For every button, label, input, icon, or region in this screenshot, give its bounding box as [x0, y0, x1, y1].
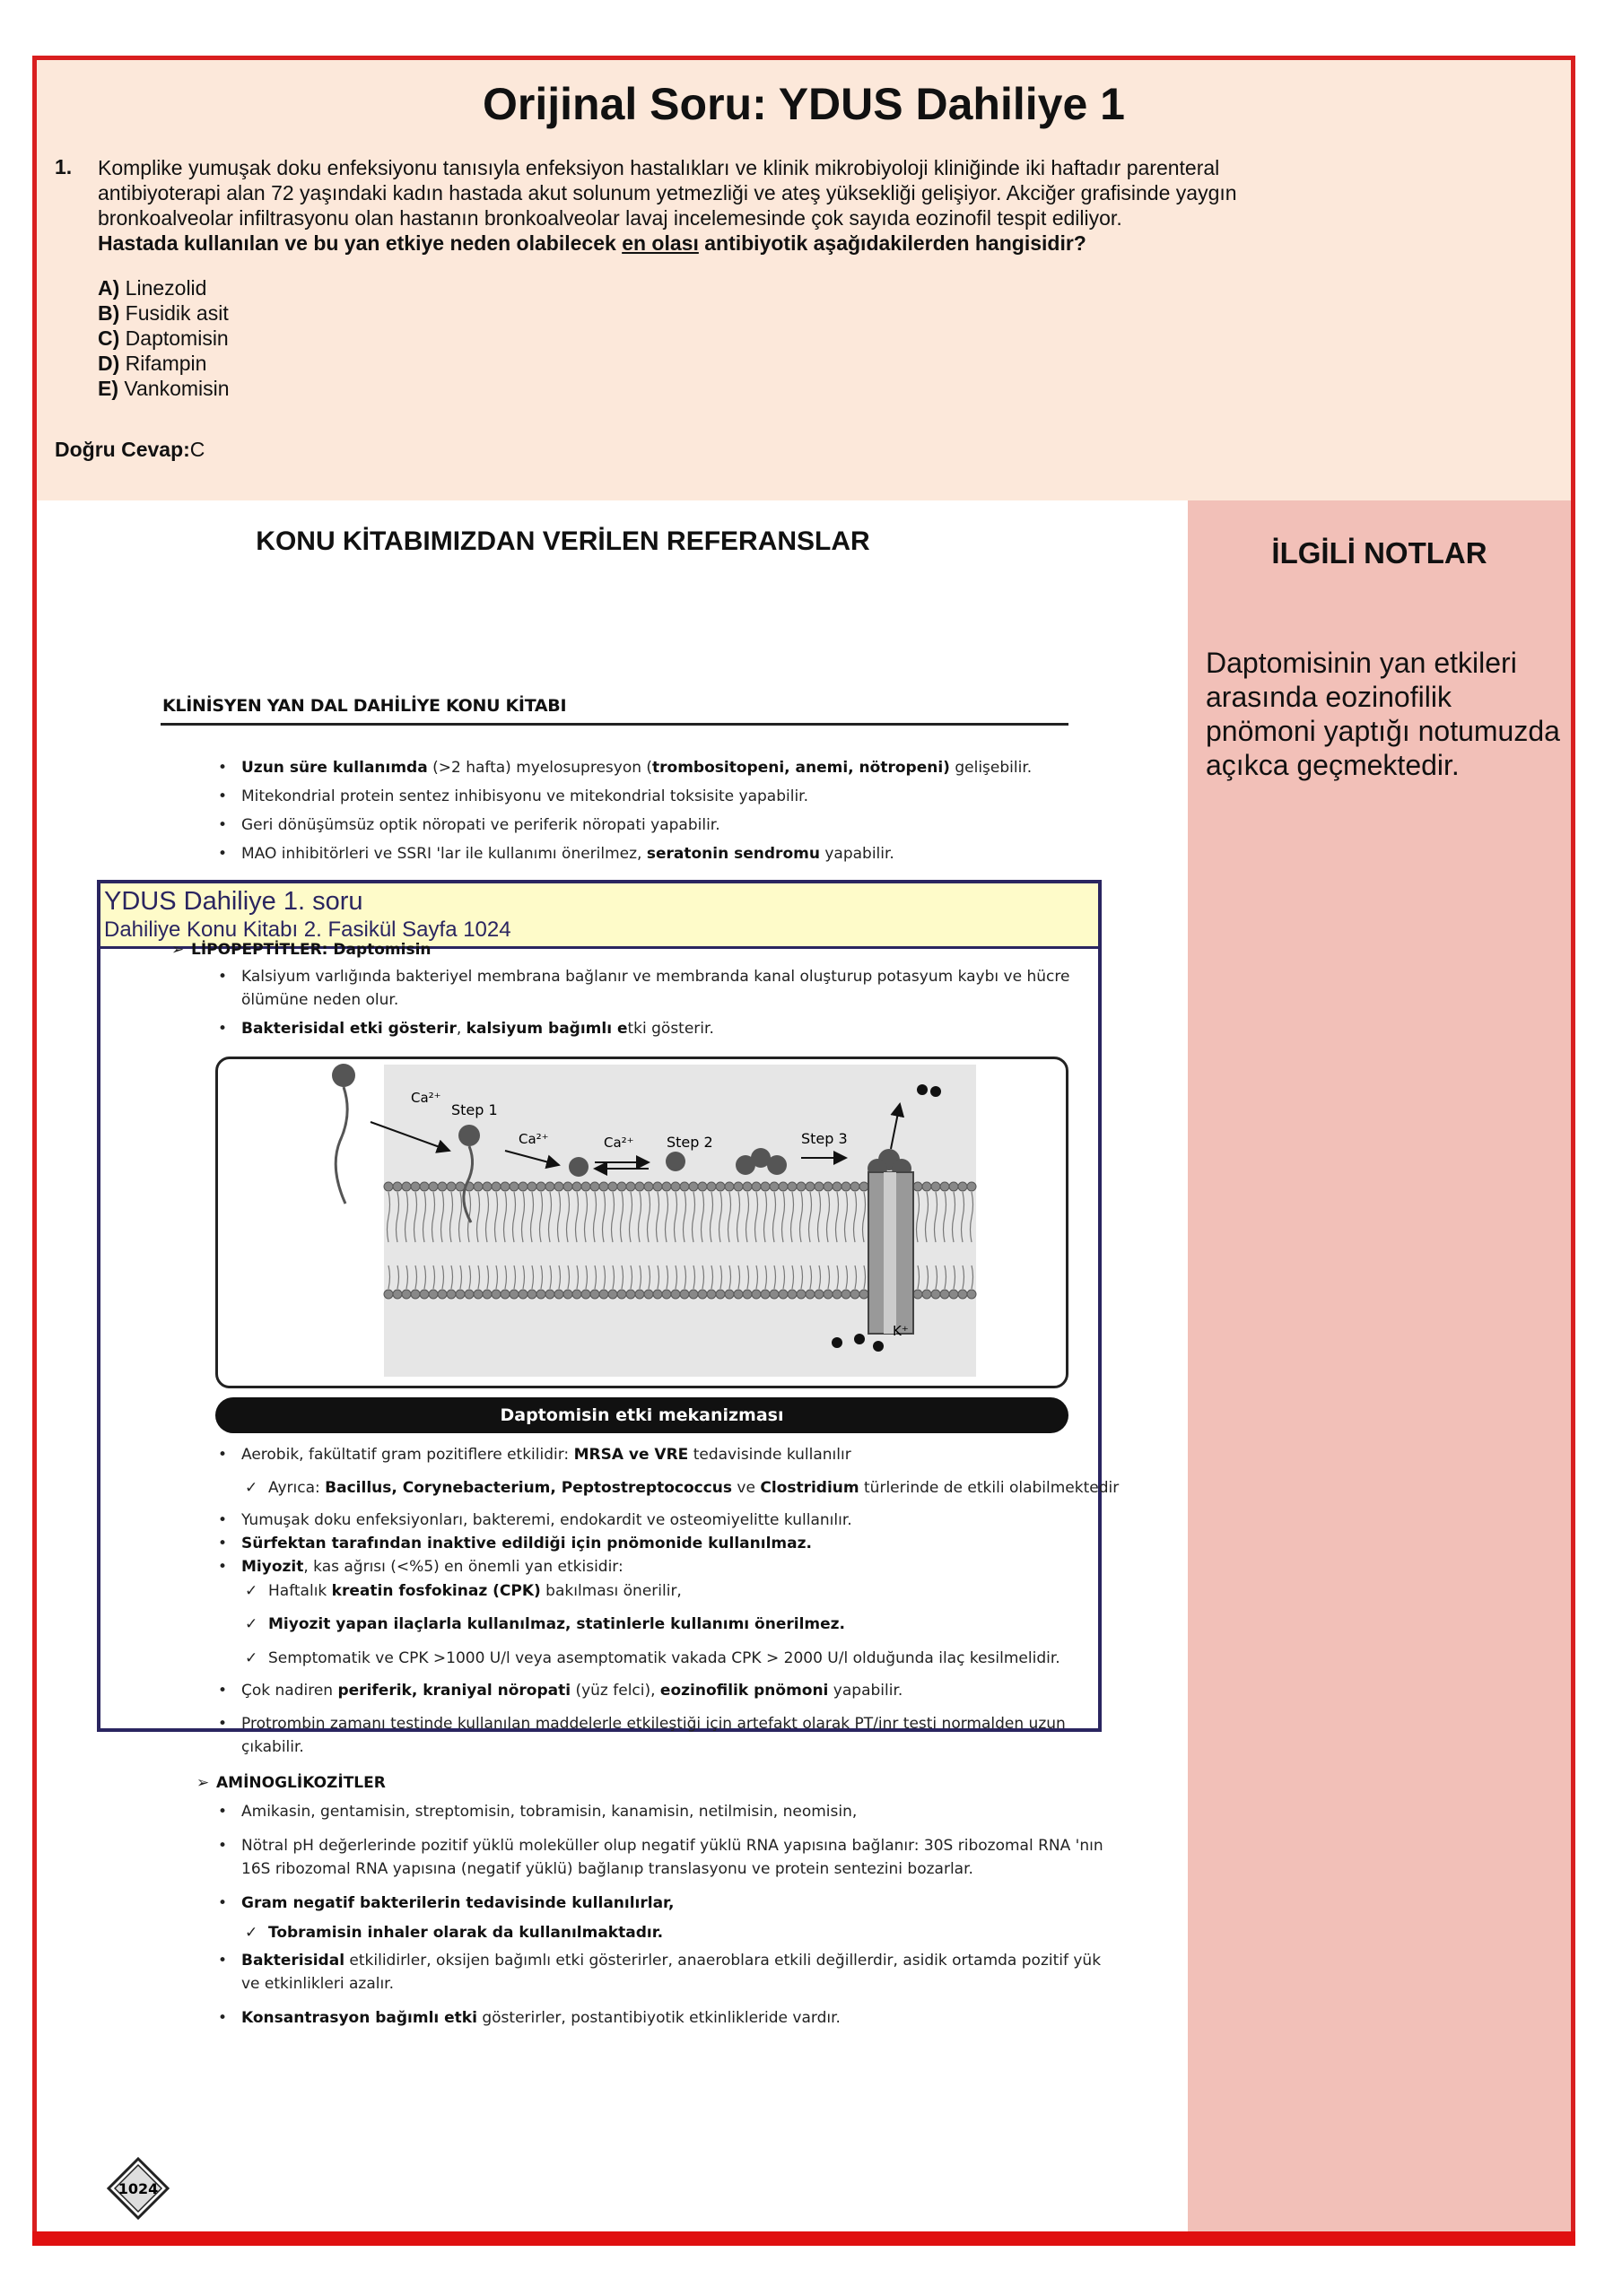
page-number: 1024 [118, 2180, 159, 2197]
list-item: • Miyozit, kas ağrısı (<%5) en önemli yan etkisidir: [218, 1558, 624, 1576]
list-item: • Bakterisidal etkilidirler, oksijen bağımlı etki gösterirler, anaeroblara etkili değillerdir, asidik ortamda pozitif yük [218, 1952, 1102, 1970]
book-title-rule [161, 723, 1068, 726]
list-item: • Aerobik, fakültatif gram pozitiflere etkilidir: MRSA ve VRE tedavisinde kullanılır [218, 1446, 851, 1464]
sub-item: ✓ Semptomatik ve CPK >1000 U/l veya asemptomatik vakada CPK > 2000 U/l olduğunda ilaç kesilmelidir. [245, 1649, 1060, 1667]
references-heading: KONU KİTABIMIZDAN VERİLEN REFERANSLAR [256, 526, 870, 556]
fig-label: Step 2 [667, 1134, 713, 1151]
list-item: • MAO inhibitörleri ve SSRI 'lar ile kullanımı önerilmez, seratonin sendromu yapabilir. [218, 845, 894, 863]
list-item-cont: 16S ribozomal RNA yapısına (negatif yüklü) bağlanıp translasyonu ve protein sentezini bozarlar. [241, 1860, 973, 1878]
sub-item: ✓ Haftalık kreatin fosfokinaz (CPK) bakılması önerilir, [245, 1582, 682, 1600]
list-item-cont: çıkabilir. [241, 1738, 304, 1756]
option-a[interactable]: A) Linezolid [98, 276, 207, 300]
bottom-bar [32, 2231, 1575, 2246]
list-item: • Gram negatif bakterilerin tedavisinde kullanılırlar, [218, 1894, 675, 1912]
option-d[interactable]: D) Rifampin [98, 352, 207, 375]
notes-body: Daptomisinin yan etkileri arasında eozinofilik pnömoni yaptığı notumuzda açıkca geçmektedir. [1206, 647, 1560, 781]
figure-caption: Daptomisin etki mekanizması [215, 1397, 1068, 1433]
fig-label: Ca²⁺ [604, 1135, 634, 1151]
list-item-cont: ölümüne neden olur. [241, 991, 399, 1009]
question-prompt: Hastada kullanılan ve bu yan etkiye neden olabilecek en olası antibiyotik aşağıdakilerden hangisidir? [98, 231, 1086, 255]
list-item: • Protrombin zamanı testinde kullanılan maddelerle etkileştiği için artefakt olarak PT/inr testi normalden uzun [218, 1715, 1066, 1733]
list-item: • Mitekondrial protein sentez inhibisyonu ve mitekondrial toksisite yapabilir. [218, 787, 809, 805]
question-box [37, 60, 1571, 500]
list-item: • Amikasin, gentamisin, streptomisin, tobramisin, kanamisin, netilmisin, neomisin, [218, 1803, 858, 1821]
stem-line: bronkoalveolar infiltrasyonu olan hastanın bronkoalveolar lavaj incelemesinde çok sayıda eozinofil tespit ediliyor. [98, 206, 1122, 230]
options-list [98, 275, 230, 401]
prompt-emphasis: en olası [622, 231, 699, 255]
page-number-badge [107, 2157, 170, 2220]
list-item: • Yumuşak doku enfeksiyonları, bakteremi, endokardit ve osteomiyelitte kullanılır. [218, 1511, 852, 1529]
notes-panel [1188, 500, 1571, 2240]
references-panel [37, 500, 1188, 2240]
section-heading: ➢ LİPOPEPTİTLER: Daptomisin [171, 941, 432, 959]
fig-label: Step 1 [451, 1101, 498, 1118]
question-stem [98, 155, 1479, 256]
mechanism-figure [215, 1057, 1068, 1388]
sub-item: ✓ Tobramisin inhaler olarak da kullanılmaktadır. [245, 1924, 664, 1942]
list-item: • Kalsiyum varlığında bakteriyel membrana bağlanır ve membranda kanal oluşturup potasyum kaybı ve hücre [218, 968, 1070, 986]
list-item: • Sürfektan tarafından inaktive edildiği için pnömonide kullanılmaz. [218, 1535, 812, 1552]
list-item-cont: ve etkinlikleri azalır. [241, 1975, 395, 1993]
fig-label: Ca²⁺ [411, 1090, 441, 1106]
stem-line: Komplike yumuşak doku enfeksiyonu tanısıyla enfeksiyon hastalıkları ve klinik mikrobiyoloji kliniğinde iki haftadır parenteral [98, 156, 1220, 179]
list-item: • Bakterisidal etki gösterir, kalsiyum bağımlı etki gösterir. [218, 1020, 714, 1038]
list-item: • Geri dönüşümsüz optik nöropati ve periferik nöropati yapabilir. [218, 816, 720, 834]
question-title: Orijinal Soru: YDUS Dahiliye 1 [483, 79, 1125, 129]
stem-line: antibiyoterapi alan 72 yaşındaki kadın hastada akut solunum yetmezliği ve ateş yüksekliği gelişiyor. Akciğer grafisinde yaygın [98, 181, 1237, 204]
notes-heading: İLGİLİ NOTLAR [1271, 536, 1487, 570]
fig-label: Step 3 [801, 1130, 848, 1147]
section-heading: ➢ AMİNOGLİKOZİTLER [196, 1774, 386, 1792]
option-e[interactable]: E) Vankomisin [98, 377, 230, 400]
list-item: • Konsantrasyon bağımlı etki gösterirler, postantibiyotik etkinlikleride vardır. [218, 2009, 841, 2027]
fig-label: K⁺ [893, 1323, 909, 1339]
sub-item: ✓ Miyozit yapan ilaçlarla kullanılmaz, statinlerle kullanımı önerilmez. [245, 1615, 845, 1633]
question-number: 1. [55, 155, 73, 178]
list-item: • Uzun süre kullanımda (>2 hafta) myelosupresyon (trombositopeni, anemi, nötropeni) gelişebilir. [218, 759, 1033, 777]
highlight-label-line2: Dahiliye Konu Kitabı 2. Fasikül Sayfa 1024 [104, 918, 511, 942]
fig-label: Ca²⁺ [519, 1131, 549, 1147]
membrane-diagram [218, 1059, 1066, 1386]
option-c[interactable]: C) Daptomisin [98, 326, 229, 350]
highlight-label-line1: YDUS Dahiliye 1. soru [104, 887, 363, 916]
list-item: • Çok nadiren periferik, kraniyal nöropati (yüz felci), eozinofilik pnömoni yapabilir. [218, 1682, 903, 1700]
sub-item: ✓ Ayrıca: Bacillus, Corynebacterium, Peptostreptococcus ve Clostridium türlerinde de etkili olabilmektedir [245, 1479, 1120, 1497]
option-b[interactable]: B) Fusidik asit [98, 301, 229, 325]
page-frame [32, 56, 1575, 2244]
book-title: KLİNİSYEN YAN DAL DAHİLİYE KONU KİTABI [162, 696, 567, 716]
list-item: • Nötral pH değerlerinde pozitif yüklü moleküller olup negatif yüklü RNA yapısına bağlanır: 30S ribozomal RNA 'nın [218, 1837, 1103, 1855]
correct-answer: Doğru Cevap:C [55, 438, 205, 461]
